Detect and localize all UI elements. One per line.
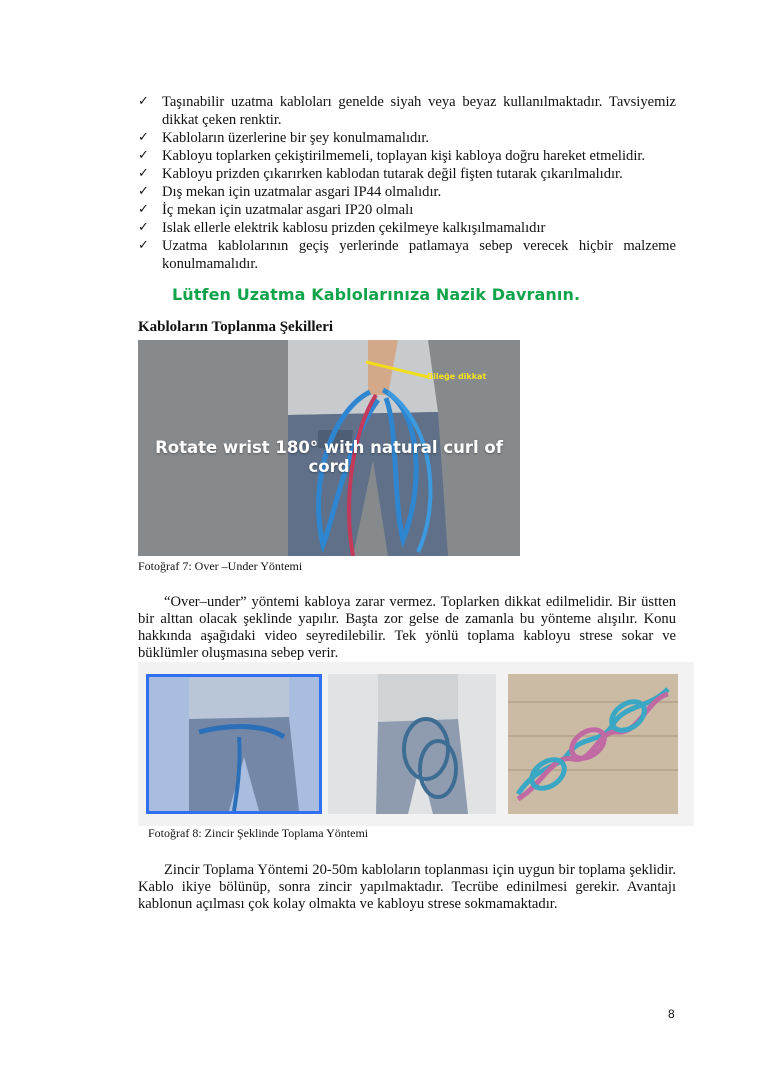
chain-method-paragraph	[138, 862, 676, 913]
list-item	[138, 201, 676, 219]
step3-illustration	[508, 674, 678, 814]
list-item-text: Taşınabilir uzatma kabloları genelde siyah veya beyaz kullanılmaktadır. Tavsiyemiz dikkat çeken renktir.	[162, 94, 676, 128]
checkmark-icon: ✓	[138, 94, 149, 109]
paragraph-text: “Over–under” yöntemi kabloya zarar vermez. Toplarken dikkat edilmelidir. Bir üstten bir alttan olacak şeklinde yapılır. Başta zor gelse de zamanla bu yönteme alışılır. Konu hakkında aşağıdaki video seyredilebilir. Tek yönlü toplama kabloyu strese sokar ve büklümler oluşmasına sebep verir.	[138, 594, 676, 661]
list-item-text: Uzatma kablolarının geçiş yerlerinde patlamaya sebep verecek hiçbir malzeme konulmamalıdır.	[162, 238, 676, 272]
chain-method-photos	[138, 662, 694, 826]
checkmark-icon: ✓	[138, 166, 149, 181]
checkmark-icon: ✓	[138, 238, 149, 253]
checkmark-icon: ✓	[138, 220, 149, 235]
list-item	[138, 237, 676, 273]
step1-illustration	[149, 677, 319, 811]
list-item	[138, 183, 676, 201]
over-under-paragraph	[138, 594, 676, 662]
list-item-text: Kabloyu toplarken çekiştirilmemeli, toplayan kişi kabloya doğru hareket etmelidir.	[162, 148, 646, 164]
chain-photo-step-3	[508, 674, 678, 814]
list-item	[138, 147, 676, 165]
wrist-label: Bileğe dikkat	[427, 372, 487, 381]
list-item-text: Kabloların üzerlerine bir şey konulmamalıdır.	[162, 130, 430, 146]
page-number: 8	[668, 1007, 675, 1021]
list-item-text: Islak ellerle elektrik kablosu prizden çekilmeye kalkışılmamalıdır	[162, 220, 546, 236]
photo7-caption: Fotoğraf 7: Over –Under Yöntemi	[138, 559, 303, 573]
chain-photo-step-1	[146, 674, 322, 814]
step2-illustration	[328, 674, 496, 814]
checkmark-icon: ✓	[138, 148, 149, 163]
photo-overlay-text: Rotate wrist 180° with natural curl of cord	[155, 438, 503, 476]
chain-photo-step-2	[328, 674, 496, 814]
section-title: Kabloların Toplanma Şekilleri	[138, 319, 334, 335]
over-under-photo	[138, 340, 520, 556]
checkmark-icon: ✓	[138, 130, 149, 145]
checkmark-icon: ✓	[138, 202, 149, 217]
list-item-text: İç mekan için uzatmalar asgari IP20 olmalı	[162, 202, 414, 218]
safety-checklist	[138, 93, 676, 273]
photo8-caption: Fotoğraf 8: Zincir Şeklinde Toplama Yöntemi	[148, 826, 369, 840]
list-item	[138, 93, 676, 129]
list-item	[138, 165, 676, 183]
list-item	[138, 219, 676, 237]
list-item-text: Dış mekan için uzatmalar asgari IP44 olmalıdır.	[162, 184, 442, 200]
list-item-text: Kabloyu prizden çıkarırken kablodan tutarak değil fişten tutarak çıkarılmalıdır.	[162, 166, 623, 182]
checkmark-icon: ✓	[138, 184, 149, 199]
list-item	[138, 129, 676, 147]
paragraph-text: Zincir Toplama Yöntemi 20-50m kabloların toplanması için uygun bir toplama şeklidir. Kablo ikiye bölünüp, sonra zincir yapılmaktadır. Tecrübe edinilmesi gerekir. Avantajı kablonun açılması çok kolay olmakta ve kabloyu strese sokmamaktadır.	[138, 862, 676, 912]
green-heading: Lütfen Uzatma Kablolarınıza Nazik Davranın.	[172, 285, 581, 304]
